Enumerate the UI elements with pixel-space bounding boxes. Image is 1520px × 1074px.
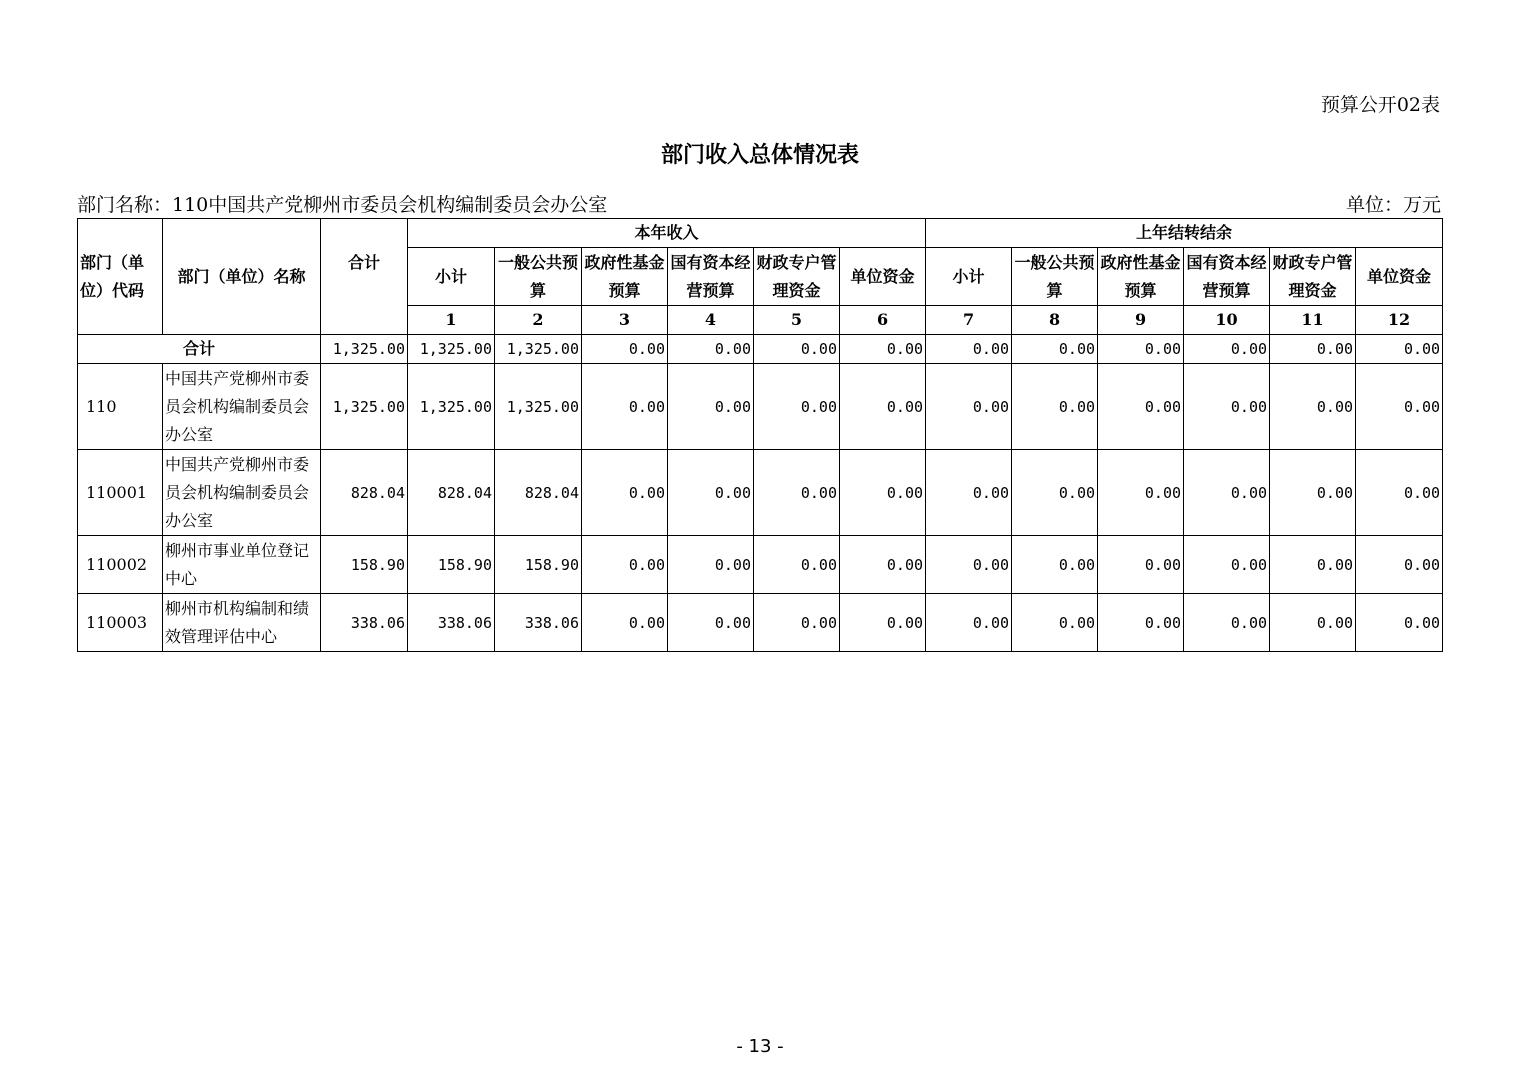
cell-code: 110002 (78, 536, 163, 594)
table-row (78, 594, 1443, 652)
col-header-state-capital: 国有资本经营预算 (668, 248, 754, 306)
col-header-subtotal-carry: 小计 (926, 248, 1012, 306)
form-number: 预算公开02表 (1320, 94, 1440, 116)
cell-name: 中国共产党柳州市委员会机构编制委员会办公室 (163, 450, 321, 536)
col-number: 12 (1356, 306, 1443, 335)
cell-value: 0.00 (926, 364, 1012, 450)
col-header-subtotal: 小计 (408, 248, 495, 306)
cell-value: 0.00 (754, 536, 840, 594)
cell-value: 0.00 (1270, 364, 1356, 450)
cell-value: 0.00 (1098, 450, 1184, 536)
cell-value: 158.90 (408, 536, 495, 594)
cell-value: 0.00 (1270, 536, 1356, 594)
cell-value: 828.04 (321, 450, 408, 536)
unit-label: 单位：万元 (1345, 194, 1441, 216)
cell-value: 0.00 (754, 364, 840, 450)
cell-value: 0.00 (1098, 335, 1184, 364)
income-table (77, 218, 1443, 652)
col-number: 3 (582, 306, 668, 335)
col-number: 8 (1012, 306, 1098, 335)
table-row (78, 450, 1443, 536)
cell-value: 0.00 (582, 450, 668, 536)
table-row (78, 536, 1443, 594)
cell-value: 828.04 (408, 450, 495, 536)
col-header-state-capital-carry: 国有资本经营预算 (1184, 248, 1270, 306)
cell-value: 0.00 (668, 335, 754, 364)
cell-value: 0.00 (840, 594, 926, 652)
cell-value: 0.00 (1012, 335, 1098, 364)
cell-value: 0.00 (754, 335, 840, 364)
col-number: 1 (408, 306, 495, 335)
cell-code: 110003 (78, 594, 163, 652)
col-header-gov-fund: 政府性基金预算 (582, 248, 668, 306)
table-row-total (78, 335, 1443, 364)
cell-value: 0.00 (1270, 335, 1356, 364)
cell-value: 0.00 (926, 536, 1012, 594)
col-header-total: 合计 (321, 219, 408, 335)
cell-value: 0.00 (926, 335, 1012, 364)
cell-value: 338.06 (495, 594, 582, 652)
cell-value: 0.00 (1098, 536, 1184, 594)
cell-value: 0.00 (1356, 335, 1443, 364)
cell-value: 1,325.00 (321, 364, 408, 450)
cell-value: 0.00 (668, 536, 754, 594)
cell-value: 0.00 (840, 335, 926, 364)
cell-value: 0.00 (840, 536, 926, 594)
cell-value: 0.00 (1098, 364, 1184, 450)
cell-value: 0.00 (926, 450, 1012, 536)
cell-value: 0.00 (582, 364, 668, 450)
cell-value: 0.00 (1270, 450, 1356, 536)
cell-value: 0.00 (1356, 364, 1443, 450)
col-number: 5 (754, 306, 840, 335)
cell-value: 0.00 (1098, 594, 1184, 652)
cell-value: 338.06 (408, 594, 495, 652)
cell-value: 0.00 (582, 594, 668, 652)
cell-value: 338.06 (321, 594, 408, 652)
col-number: 2 (495, 306, 582, 335)
cell-value: 0.00 (668, 364, 754, 450)
cell-code: 110 (78, 364, 163, 450)
cell-value: 0.00 (668, 594, 754, 652)
cell-value: 0.00 (1012, 450, 1098, 536)
col-number: 11 (1270, 306, 1356, 335)
col-number: 4 (668, 306, 754, 335)
cell-value: 0.00 (1270, 594, 1356, 652)
table-row (78, 364, 1443, 450)
col-header-current-year: 本年收入 (408, 219, 926, 248)
cell-code: 110001 (78, 450, 163, 536)
cell-value: 0.00 (1012, 364, 1098, 450)
department-line (77, 190, 1441, 217)
cell-value: 0.00 (1184, 450, 1270, 536)
col-number: 7 (926, 306, 1012, 335)
cell-value: 1,325.00 (495, 335, 582, 364)
cell-value: 0.00 (754, 450, 840, 536)
cell-value: 1,325.00 (408, 364, 495, 450)
page-number: - 13 - (736, 1036, 784, 1057)
cell-value: 0.00 (1184, 536, 1270, 594)
cell-value: 0.00 (1184, 364, 1270, 450)
cell-value: 0.00 (840, 364, 926, 450)
cell-value: 0.00 (668, 450, 754, 536)
cell-value: 0.00 (1356, 450, 1443, 536)
col-number: 10 (1184, 306, 1270, 335)
cell-value: 828.04 (495, 450, 582, 536)
col-header-general-budget-carry: 一般公共预算 (1012, 248, 1098, 306)
cell-value: 1,325.00 (408, 335, 495, 364)
page-title: 部门收入总体情况表 (660, 142, 859, 168)
col-header-gov-fund-carry: 政府性基金预算 (1098, 248, 1184, 306)
cell-value: 0.00 (1012, 594, 1098, 652)
cell-name: 柳州市机构编制和绩效管理评估中心 (163, 594, 321, 652)
cell-value: 0.00 (1012, 536, 1098, 594)
cell-value: 0.00 (582, 536, 668, 594)
col-header-code: 部门（单位）代码 (78, 219, 163, 335)
col-number: 9 (1098, 306, 1184, 335)
col-header-special-mgmt: 财政专户管理资金 (754, 248, 840, 306)
cell-value: 1,325.00 (321, 335, 408, 364)
col-header-unit-funds: 单位资金 (840, 248, 926, 306)
department-name: 部门名称：110中国共产党柳州市委员会机构编制委员会办公室 (77, 194, 608, 216)
total-label: 合计 (78, 335, 321, 364)
cell-value: 158.90 (495, 536, 582, 594)
cell-value: 0.00 (754, 594, 840, 652)
col-header-carryover: 上年结转结余 (926, 219, 1443, 248)
cell-value: 0.00 (1356, 536, 1443, 594)
cell-name: 中国共产党柳州市委员会机构编制委员会办公室 (163, 364, 321, 450)
col-header-unit-funds-carry: 单位资金 (1356, 248, 1443, 306)
col-number: 6 (840, 306, 926, 335)
cell-name: 柳州市事业单位登记中心 (163, 536, 321, 594)
col-header-special-mgmt-carry: 财政专户管理资金 (1270, 248, 1356, 306)
col-header-name: 部门（单位）名称 (163, 219, 321, 335)
cell-value: 0.00 (1184, 594, 1270, 652)
cell-value: 158.90 (321, 536, 408, 594)
col-header-general-budget: 一般公共预算 (495, 248, 582, 306)
cell-value: 0.00 (840, 450, 926, 536)
cell-value: 1,325.00 (495, 364, 582, 450)
cell-value: 0.00 (1356, 594, 1443, 652)
cell-value: 0.00 (582, 335, 668, 364)
cell-value: 0.00 (926, 594, 1012, 652)
cell-value: 0.00 (1184, 335, 1270, 364)
